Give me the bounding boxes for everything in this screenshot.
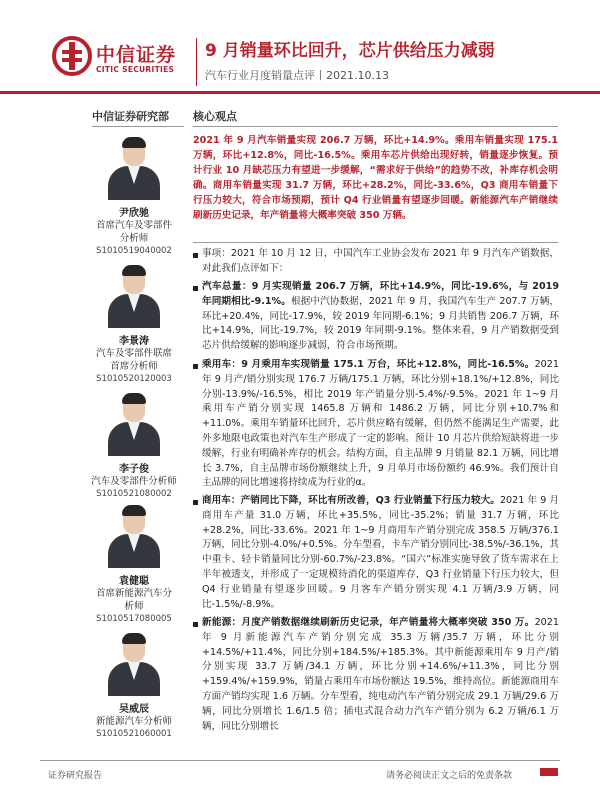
passenger-car-paragraph xyxy=(202,358,559,491)
analyst-license-id: S1010521080002 xyxy=(96,489,172,499)
header-divider xyxy=(196,38,197,86)
summary-rule xyxy=(193,242,558,243)
paragraph-text: 根据中汽协数据，2021 年 9 月，我国汽车生产 207.7 万辆，环比+20.4%，同比-17.9%，较 2019 年同期-6.1%；9 月共销售 206.7 万辆，环比+14.9%，同比-19.7%，较 2019 年同期-9.1%。整体来看，9 月产销数据受到芯片供给缓解的影响逐步减弱，符合市场预期。 xyxy=(202,295,559,352)
left-heading-rule xyxy=(92,126,184,127)
analyst-name: 吴威辰 xyxy=(119,704,149,715)
analyst-photo xyxy=(105,504,163,568)
analyst-license-id: S1010520120003 xyxy=(96,374,172,384)
analyst-name: 李景涛 xyxy=(119,336,149,347)
citic-logo-icon xyxy=(52,36,92,76)
auto-total-paragraph xyxy=(202,280,559,354)
bullet-marker xyxy=(193,622,198,627)
new-energy-paragraph xyxy=(202,616,559,752)
paragraph-lead: 乘用车：9 月乘用车实现销量 175.1 万台，环比+12.8%，同比-16.5%。 xyxy=(202,359,535,370)
analyst-title: 新能源汽车分析师 xyxy=(95,716,172,727)
paragraph-lead: 商用车：产销同比下降，环比有所改善，Q3 行业销量下行压力较大。 xyxy=(202,495,500,506)
analyst-card xyxy=(80,136,188,256)
analyst-photo xyxy=(105,392,163,456)
footer-report-type: 证券研究报告 xyxy=(48,771,103,781)
research-dept-heading: 中信证券研究部 xyxy=(92,110,169,123)
analyst-card xyxy=(80,632,188,739)
analyst-title: 首席分析师 xyxy=(110,361,158,372)
analyst-name: 袁健聪 xyxy=(119,576,149,587)
analyst-photo xyxy=(105,136,163,200)
analyst-card xyxy=(80,504,188,624)
report-subtitle: 汽车行业月度销量点评丨2021.10.13 xyxy=(205,69,389,82)
analyst-title: 首席汽车及零部件 xyxy=(95,220,172,231)
analyst-photo xyxy=(105,632,163,696)
core-view-heading: 核心观点 xyxy=(193,110,237,123)
paragraph-lead: 汽车总量：9 月实现销量 206.7 万辆，环比+14.9%，同比-19.6%，与 2019 年同期相比-9.1%。 xyxy=(202,281,559,307)
analyst-license-id: S1010517080005 xyxy=(96,614,172,624)
analyst-name: 李子俊 xyxy=(119,464,149,475)
footer-accent-bar xyxy=(540,768,558,776)
analyst-title: 分析师 xyxy=(119,233,149,244)
analyst-card xyxy=(80,264,188,384)
logo-name-en: CITIC SECURITIES xyxy=(96,65,175,74)
logo-name-cn: 中信证券 xyxy=(96,44,177,66)
footer-disclaimer: 请务必阅读正文之后的免责条款 xyxy=(386,771,513,781)
report-title: 9 月销量环比回升，芯片供给压力减弱 xyxy=(205,41,495,61)
commercial-vehicle-paragraph xyxy=(202,494,559,612)
analyst-name: 尹欣驰 xyxy=(119,208,149,219)
core-view-summary: 2021 年 9 月汽车销量实现 206.7 万辆，环比+14.9%。乘用车销量实现 175.1 万辆，环比+12.8%，同比-16.5%。乘用车芯片供给出现好转，销量逐步恢复。预计行业 10 月缺芯压力有望进一步缓解，“需求好于供给”的趋势不改，补库存机会明确。商用车销量实现 31.7 万辆，环比+28.2%，同比-33.6%，Q3 商用车销量下行压力较大，符合市场预期，预计 Q4 行业销量有望逐步回暖。新能源汽车产销继续刷新历史记录，年产销量将大概率突破 350 万辆。 xyxy=(193,135,558,221)
right-heading-rule xyxy=(193,126,558,127)
paragraph-text: 2021 年 9 月产/销分别实现 176.7 万辆/175.1 万辆，环比分别+18.1%/+12.8%，同比分别-13.9%/-16.5%，相比 2019 年产销量分别-5.4%/-9.5%。2021 年 1~9 月乘用车产销分别实现 1465.8 万辆和 1486.2 万辆，同比分别+10.7%和+11.0%。乘用车销量环比回升，芯片供应略有缓解，但仍然不能满足生产需要，此外多地限电政策也对汽车生产形成了一定的影响。预计 10 月芯片供给短缺将进一步缓解，行业有明确补库存的机会。结构方面，自主品牌 9 月销量 82.1 万辆，同比增长 3.7%，自主品牌市场份额继续上升，9 月单月市场份额约 46.9%。我们预计自主品牌的同比增速将持续成为行业的α。 xyxy=(202,359,559,489)
paragraph-text: 2021 年 9 月新能源汽车产销分别完成 35.3 万辆/35.7 万辆，环比分别+14.5%/+11.4%，同比分别+184.5%/+185.3%。其中新能源乘用车 9 月产/销分别实现 33.7 万辆/34.1 万辆，环比分别+14.6%/+11.3%，同比分别+159.4%/+159.9%，销量占乘用车市场份额达 19.5%，维持高位。新能源商用车方面产销均实现 1.6 万辆。分车型看，纯电动汽车产销分别完成 29.1 万辆/29.6 万辆，同比分别增长 1.6/1.5 倍；插电式混合动力汽车产销分别为 6.2 万辆/6.1 万辆，同比分别增长 xyxy=(202,617,559,732)
paragraph-text: 2021 年 9 月商用车产量 31.0 万辆，环比+35.5%，同比-35.2%；销量 31.7 万辆，环比+28.2%，同比-33.6%。2021 年 1~9 月商用车产销分别完成 358.5 万辆/376.1 万辆，同比分别-4.0%/+0.5%。分车型看，卡车产销分别同比-38.5%/-36.1%，其中重卡、轻卡销量同比分别-60.7%/-23.8%。“国六”标准实施导致了货车需求在上半年被透支，并形成了一定规模待消化的渠道库存，Q3 行业销量下行压力较大，但 Q4 行业销量有望逐步回暖。9 月客车产销分别实现 4.1 万辆/3.9 万辆，同比-1.5%/-8.9%。 xyxy=(202,495,559,610)
analyst-title: 首席新能源汽车分 xyxy=(95,588,172,599)
bullet-marker xyxy=(193,500,198,505)
analyst-title: 析师 xyxy=(124,601,144,612)
paragraph-lead: 新能源：月度产销数据继续刷新历史记录，年产销量将大概率突破 350 万。 xyxy=(202,617,535,628)
analyst-photo xyxy=(105,264,163,328)
bullet-marker xyxy=(193,286,198,291)
bullet-marker xyxy=(193,364,198,369)
bullet-marker xyxy=(193,253,198,258)
analyst-title: 汽车及零部件分析师 xyxy=(91,476,177,487)
analyst-license-id: S1010521060001 xyxy=(96,729,172,739)
footer-rule xyxy=(40,760,560,761)
paragraph-text: 事项：2021 年 10 月 12 日，中国汽车工业协会发布 2021 年 9 月汽车产销数据，对此我们点评如下： xyxy=(202,248,559,274)
analyst-license-id: S1010519040002 xyxy=(96,246,172,256)
event-paragraph xyxy=(202,247,559,277)
analyst-card xyxy=(80,392,188,499)
analyst-title: 汽车及零部件联席 xyxy=(95,348,172,359)
header-rule xyxy=(0,91,600,94)
